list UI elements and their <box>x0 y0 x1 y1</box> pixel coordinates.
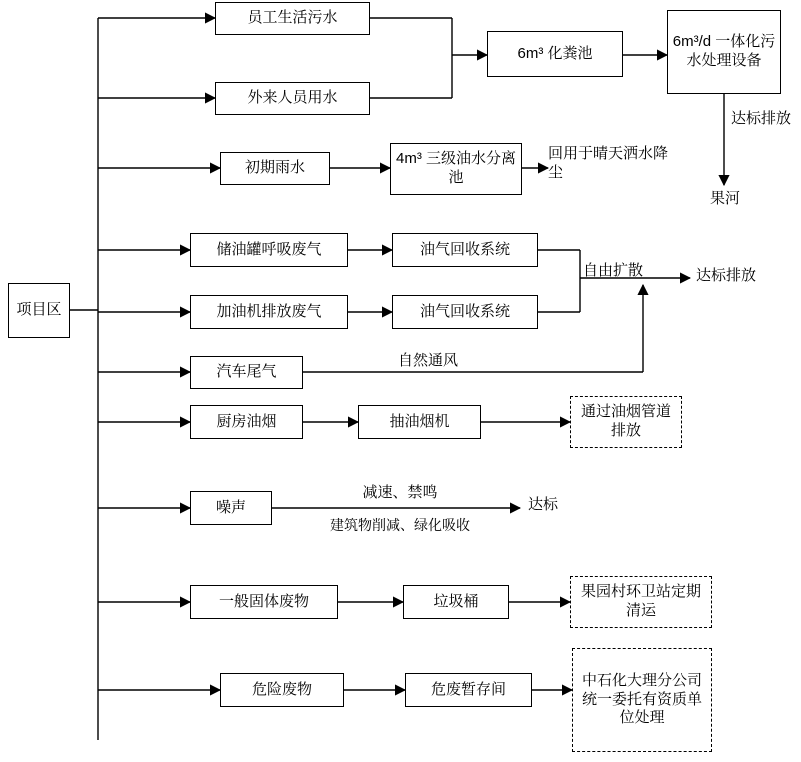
node-kitchen-fumes[interactable]: 厨房油烟 <box>190 405 303 439</box>
node-vapor-recovery-system-2[interactable]: 油气回收系统 <box>392 295 538 329</box>
edge-label-guo-river: 果河 <box>709 190 740 207</box>
node-sinopec-entrusted-disposal[interactable]: 中石化大理分公司统一委托有资质单位处理 <box>572 648 712 752</box>
node-dispenser-emission-gas[interactable]: 加油机排放废气 <box>190 295 348 329</box>
node-general-solid-waste[interactable]: 一般固体废物 <box>190 585 338 619</box>
node-trash-bin[interactable]: 垃圾桶 <box>403 585 509 619</box>
node-integrated-sewage-equipment[interactable]: 6m³/d 一体化污水处理设备 <box>667 10 781 94</box>
edge-label-meets-standard: 达标 <box>528 496 559 513</box>
node-hazardous-waste[interactable]: 危险废物 <box>220 673 344 707</box>
node-oil-water-separation-tank[interactable]: 4m³ 三级油水分离池 <box>390 143 522 195</box>
edge-label-building-attenuation: 建筑物削减、绿化吸收 <box>330 517 470 533</box>
edge-label-free-diffusion: 自由扩散 <box>583 262 644 279</box>
node-visitor-water[interactable]: 外来人员用水 <box>215 82 370 115</box>
edge-label-reuse-spray-dust: 回用于晴天洒水降尘 <box>548 145 669 181</box>
node-hazardous-waste-storage[interactable]: 危废暂存间 <box>405 673 532 707</box>
edge-label-standard-discharge-1: 达标排放 <box>731 110 792 127</box>
node-initial-rainwater[interactable]: 初期雨水 <box>220 152 330 185</box>
node-range-hood[interactable]: 抽油烟机 <box>358 405 481 439</box>
node-village-sanitation-clearance[interactable]: 果园村环卫站定期清运 <box>570 576 712 628</box>
edge-label-natural-ventilation: 自然通风 <box>398 352 459 369</box>
node-vapor-recovery-system-1[interactable]: 油气回收系统 <box>392 233 538 267</box>
node-tank-breathing-gas[interactable]: 储油罐呼吸废气 <box>190 233 348 267</box>
edge-label-slow-down-no-horn: 减速、禁鸣 <box>362 484 438 501</box>
node-vehicle-exhaust[interactable]: 汽车尾气 <box>190 356 303 389</box>
node-staff-domestic-sewage[interactable]: 员工生活污水 <box>215 2 370 35</box>
node-project-area[interactable]: 项目区 <box>8 283 70 338</box>
edge-label-standard-discharge-2: 达标排放 <box>696 267 757 284</box>
node-noise[interactable]: 噪声 <box>190 491 272 525</box>
node-septic-tank[interactable]: 6m³ 化粪池 <box>487 31 623 77</box>
node-fume-duct-discharge[interactable]: 通过油烟管道排放 <box>570 396 682 448</box>
